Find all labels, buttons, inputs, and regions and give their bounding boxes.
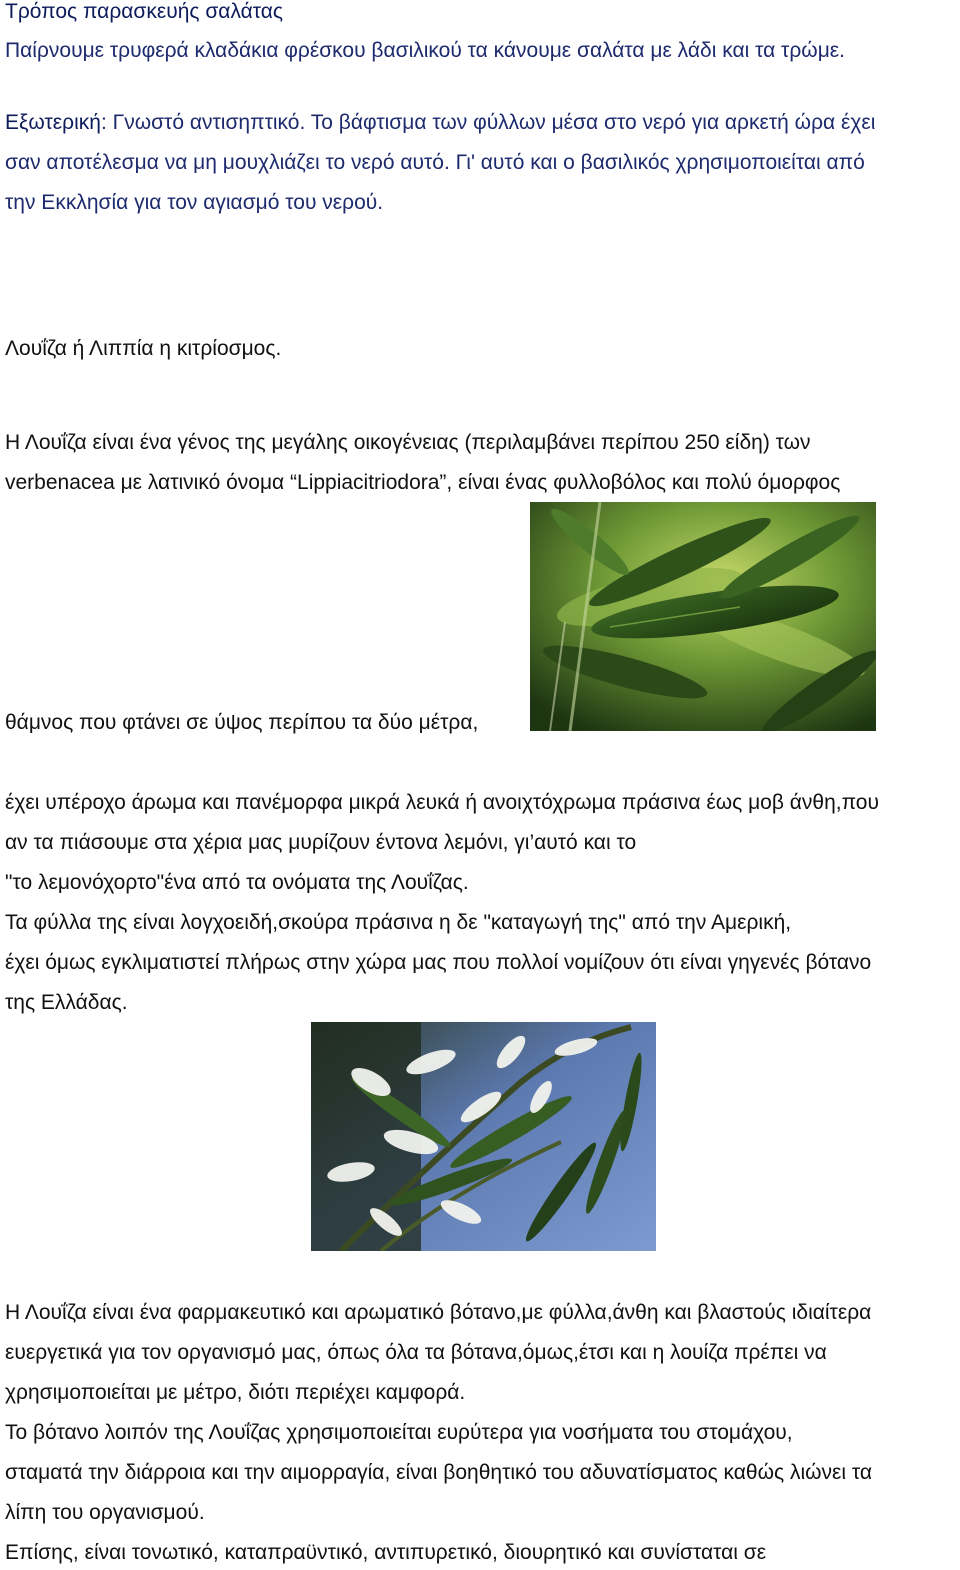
louiza-medicinal-line: Επίσης, είναι τονωτικό, καταπραϋντικό, αντιπυρετικό, διουρητικό και συνίσταται σε: [5, 1541, 767, 1564]
louiza-medicinal-line: Η Λουΐζα είναι ένα φαρμακευτικό και αρωματικό βότανο,με φύλλα,άνθη και βλαστούς ιδιαίτερα: [5, 1301, 872, 1324]
louiza-intro-line: verbenacea με λατινικό όνομα “Lippiacitriodora”, είναι ένας φυλλοβόλος και πολύ όμορφος: [5, 471, 841, 494]
louiza-desc-line: έχει υπέροχο άρωμα και πανέμορφα μικρά λευκά ή ανοιχτόχρωμα πράσινα έως μοβ άνθη,που: [5, 791, 879, 814]
external-paragraph-line: σαν αποτέλεσμα να μη μουχλιάζει το νερό αυτό. Γι' αυτό και ο βασιλικός χρησιμοποιείται από: [5, 151, 865, 174]
louiza-medicinal-line: χρησιμοποιείται με μέτρο, διότι περιέχει καμφορά.: [5, 1381, 466, 1404]
salad-heading: Τρόπος παρασκευής σαλάτας: [5, 0, 284, 23]
louiza-desc-line: Τα φύλλα της είναι λογχοειδή,σκούρα πράσινα η δε "καταγωγή της" από την Αμερική,: [5, 911, 792, 934]
external-paragraph-line: την Εκκλησία για τον αγιασμό του νερού.: [5, 191, 384, 214]
louiza-medicinal-line: σταματά την διάρροια και την αιμορραγία, είναι βοηθητικό του αδυνατίσματος καθώς λιώνει τα: [5, 1461, 873, 1484]
louiza-desc-line: έχει όμως εγκλιματιστεί πλήρως στην χώρα μας που πολλοί νομίζουν ότι είναι γηγενές βότανο: [5, 951, 872, 974]
louiza-flowers-photo: [311, 1022, 656, 1251]
louiza-desc-line: της Ελλάδας.: [5, 991, 128, 1014]
external-label: Εξωτερική: [5, 111, 101, 134]
louiza-title: Λουΐζα ή Λιππία η κιτρίοσμος.: [5, 337, 282, 360]
external-text: : Γνωστό αντισηπτικό. Το βάφτισμα των φύλλων μέσα στο νερό για αρκετή ώρα έχει: [100, 111, 876, 134]
louiza-intro-line: Η Λουΐζα είναι ένα γένος της μεγάλης οικογένειας (περιλαμβάνει περίπου 250 είδη) των: [5, 431, 811, 454]
louiza-desc-line: "το λεμονόχορτο"ένα από τα ονόματα της Λουΐζας.: [5, 871, 469, 894]
louiza-desc-line: αν τα πιάσουμε στα χέρια μας μυρίζουν έντονα λεμόνι, γι’αυτό και το: [5, 831, 637, 854]
louiza-medicinal-line: ευεργετικά για τον οργανισμό μας, όπως όλα τα βότανα,όμως,έτσι και η λουίζα πρέπει να: [5, 1341, 827, 1364]
salad-text: Παίρνουμε τρυφερά κλαδάκια φρέσκου βασιλικού τα κάνουμε σαλάτα με λάδι και τα τρώμε.: [5, 39, 845, 62]
louiza-medicinal-line: λίπη του οργανισμού.: [5, 1501, 205, 1524]
louiza-leaves-photo: [530, 502, 876, 731]
louiza-shrub-line: θάμνος που φτάνει σε ύψος περίπου τα δύο μέτρα,: [5, 711, 479, 734]
louiza-medicinal-line: Το βότανο λοιπόν της Λουΐζας χρησιμοποιείται ευρύτερα για νοσήματα του στομάχου,: [5, 1421, 793, 1444]
external-paragraph-line: [5, 109, 875, 137]
